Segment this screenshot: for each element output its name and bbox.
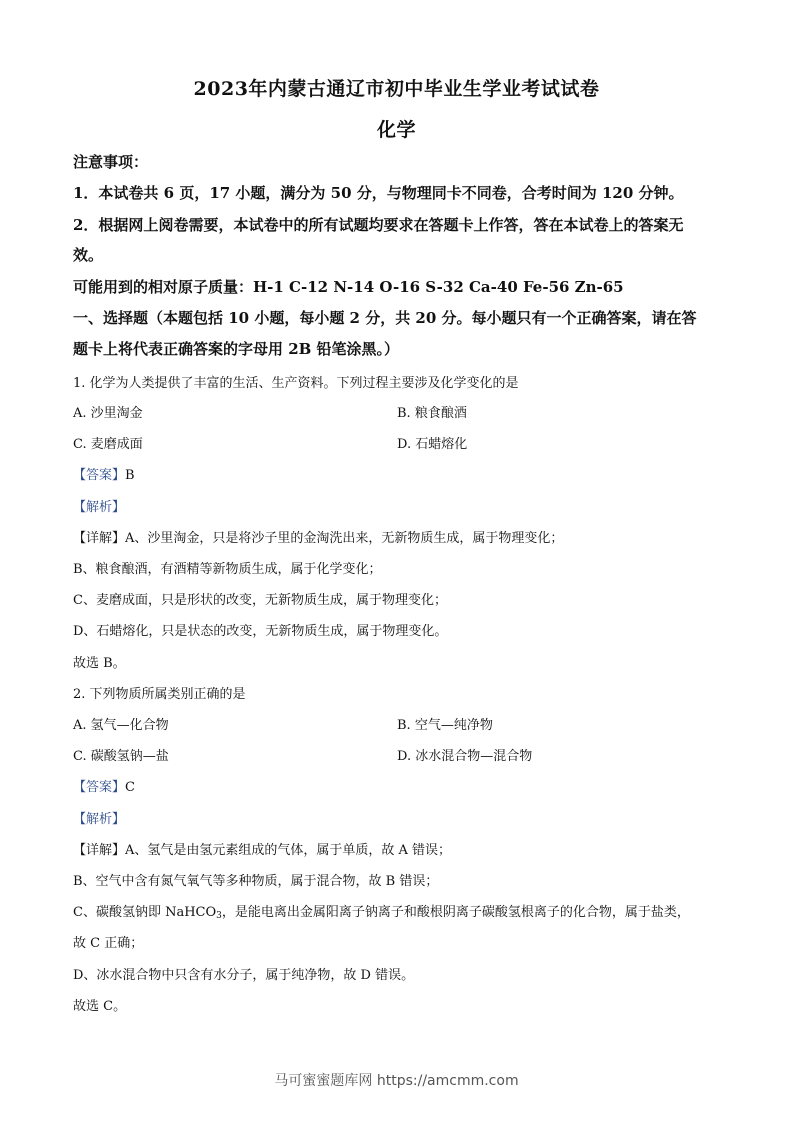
q1-analysis-tag: 【解析】 [73, 500, 126, 515]
q2-detail-c [73, 901, 723, 921]
q1-detail-b: B、粮食酿酒，有酒精等新物质生成，属于化学变化； [73, 562, 382, 577]
subscript: 3 [216, 911, 222, 921]
exam-title: 2023年内蒙古通辽市初中毕业生学业考试试卷 [193, 78, 600, 100]
detail-tag: 【详解】 [73, 843, 126, 858]
q2-answer [73, 776, 723, 795]
answer-value: B [125, 468, 135, 483]
q2-conclusion: 故选 C。 [73, 999, 127, 1014]
q2-option-c: C. 碳酸氢钠—盐 [73, 749, 169, 764]
q2-option-b: B. 空气—纯净物 [397, 718, 493, 733]
note-item-2: 2．根据网上阅卷需要，本试卷中的所有试题均要求在答题卡上作答，答在本试卷上的答案无 [73, 216, 684, 234]
detail-tag: 【详解】 [73, 531, 126, 546]
q2-detail-c-cont: 故 C 正确； [73, 936, 144, 951]
q2-detail-a [73, 839, 723, 858]
q1-option-c: C. 麦磨成面 [73, 437, 143, 452]
q2-detail-b: B、空气中含有氮气氧气等多种物质，属于混合物，故 B 错误； [73, 874, 439, 889]
subject-title: 化学 [376, 119, 416, 141]
note-item-2-cont: 效。 [73, 246, 104, 264]
q2-analysis-tag: 【解析】 [73, 812, 126, 827]
q1-answer [73, 464, 723, 483]
q1-detail-a [73, 527, 723, 546]
q2-detail-d: D、冰水混合物中只含有水分子，属于纯净物，故 D 错误。 [73, 968, 415, 983]
answer-tag: 【答案】 [73, 468, 126, 483]
atomic-masses: 可能用到的相对原子质量：H-1 C-12 N-14 O-16 S-32 Ca-40 Fe-56 Zn-65 [73, 278, 624, 296]
answer-tag: 【答案】 [73, 780, 126, 795]
q1-option-a: A. 沙里淘金 [73, 406, 143, 421]
q1-detail-d: D、石蜡熔化，只是状态的改变，无新物质生成，属于物理变化。 [73, 624, 448, 639]
q1-conclusion: 故选 B。 [73, 656, 126, 671]
notes-heading: 注意事项： [73, 153, 149, 171]
q1-option-b: B. 粮食酿酒 [397, 406, 467, 421]
detail-c-text: C、碳酸氢钠即 NaHCO [73, 905, 217, 920]
section1-heading: 一、选择题（本题包括 10 小题，每小题 2 分，共 20 分。每小题只有一个正确答案，请在答 [73, 309, 697, 327]
q1-option-d: D. 石蜡熔化 [397, 437, 468, 452]
detail-text: A、沙里淘金，只是将沙子里的金淘洗出来，无新物质生成，属于物理变化； [125, 531, 564, 546]
q2-option-d: D. 冰水混合物—混合物 [397, 749, 533, 764]
detail-text: A、氢气是由氢元素组成的气体，属于单质，故 A 错误； [125, 843, 452, 858]
section1-heading-cont: 题卡上将代表正确答案的字母用 2B 铅笔涂黑。） [73, 340, 400, 358]
detail-c-text-cont: ，是能电离出金属阳离子钠离子和酸根阴离子碳酸氢根离子的化合物，属于盐类， [221, 905, 690, 920]
q1-stem: 1. 化学为人类提供了丰富的生活、生产资料。下列过程主要涉及化学变化的是 [73, 376, 519, 391]
note-item-1: 1．本试卷共 6 页，17 小题，满分为 50 分，与物理同卡不同卷，合考时间为 120 分钟。 [73, 184, 684, 202]
q2-option-a: A. 氢气—化合物 [73, 718, 169, 733]
footer-watermark: 马可蜜蜜题库网 https://amcmm.com [274, 1073, 519, 1089]
q2-stem: 2. 下列物质所属类别正确的是 [73, 687, 246, 702]
q1-detail-c: C、麦磨成面，只是形状的改变，无新物质生成，属于物理变化； [73, 593, 447, 608]
answer-value: C [125, 780, 135, 795]
